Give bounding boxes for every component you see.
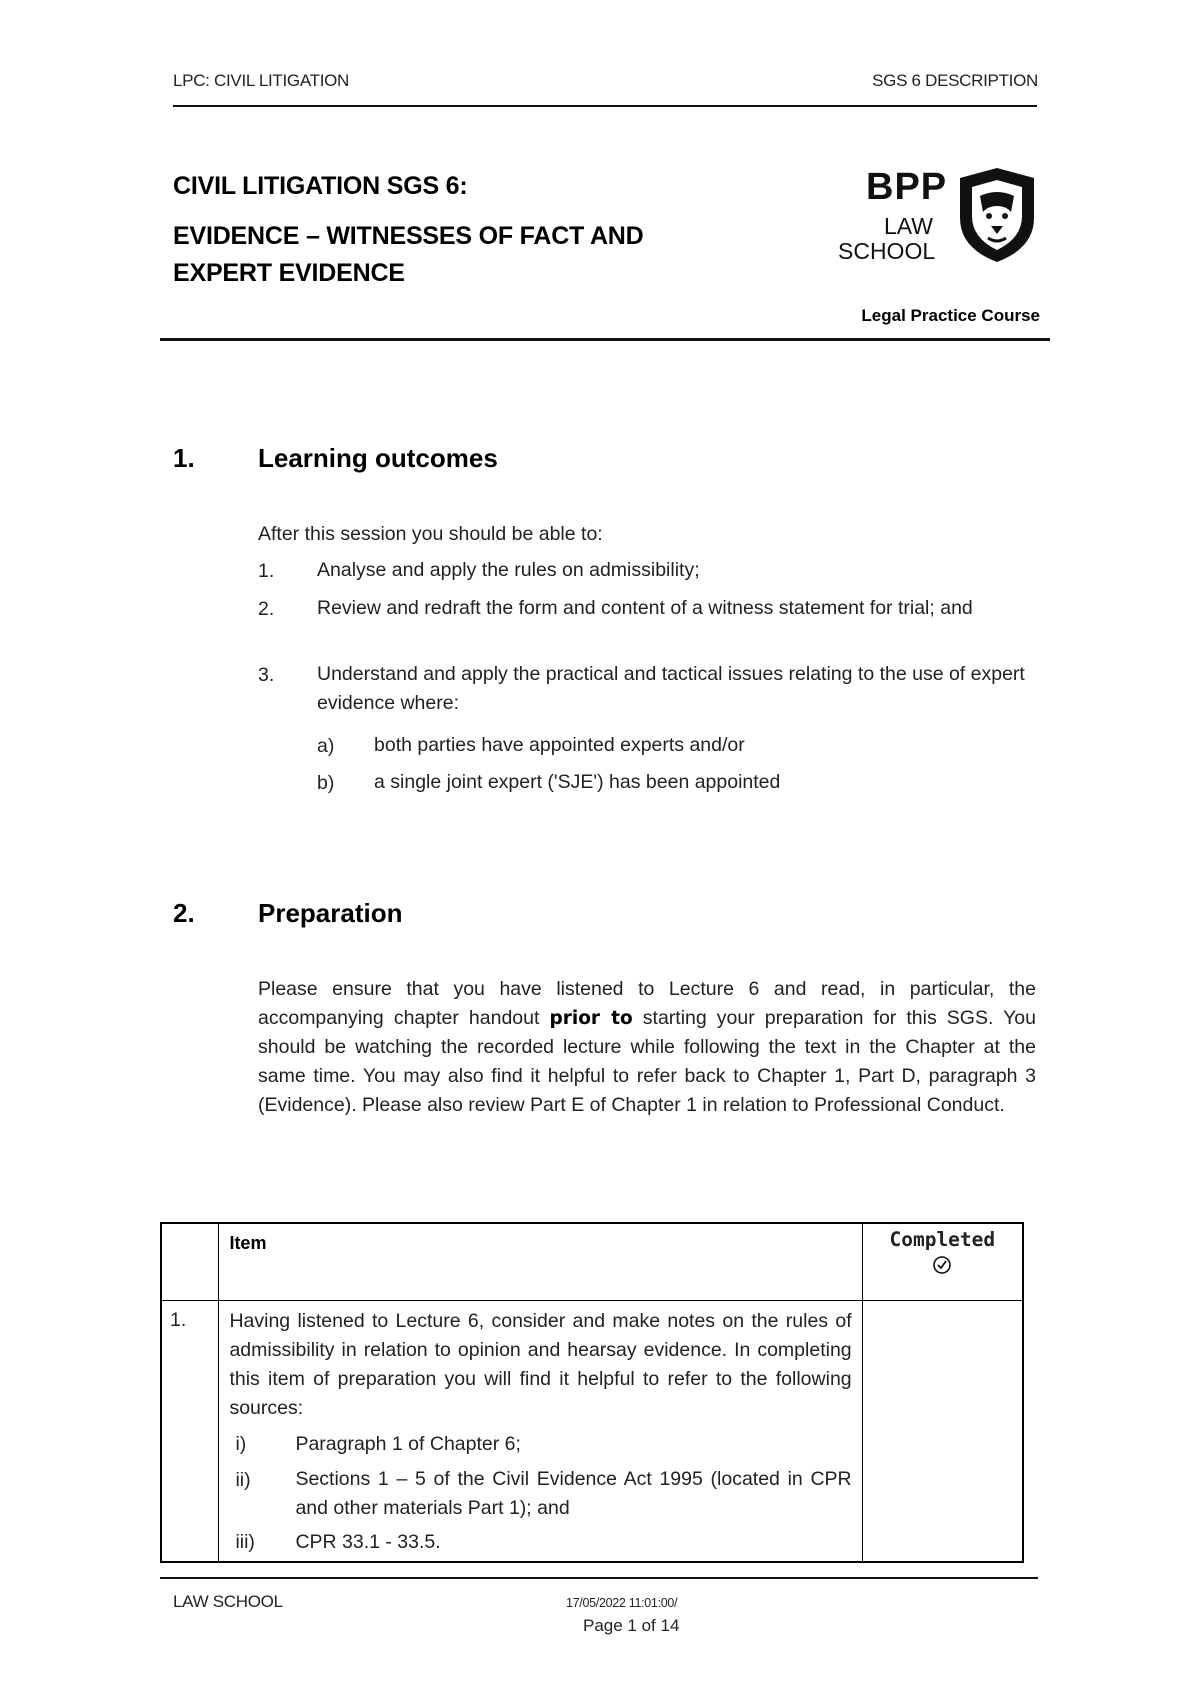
outcome-subitem-text: a single joint expert ('SJE') has been appointed xyxy=(374,771,781,793)
section-1-number: 1. xyxy=(173,443,195,473)
footer-rule xyxy=(160,1577,1038,1579)
page-number: Page 1 of 14 xyxy=(583,1616,680,1635)
source-list-item xyxy=(229,1465,851,1523)
header-number-cell xyxy=(161,1223,219,1301)
header-left: LPC: CIVIL LITIGATION xyxy=(173,71,350,90)
checkmark-circle-icon xyxy=(932,1255,952,1275)
title-line-1: CIVIL LITIGATION SGS 6: xyxy=(173,172,468,200)
source-text: Paragraph 1 of Chapter 6; xyxy=(295,1433,521,1455)
table-row xyxy=(161,1301,1023,1563)
footer-timestamp: 17/05/2022 11:01:00/ xyxy=(566,1596,678,1610)
logo-law: LAW xyxy=(884,213,933,239)
section-2-paragraph xyxy=(258,975,1036,1120)
source-number: iii) xyxy=(235,1531,255,1553)
header-item-cell xyxy=(219,1223,862,1301)
row-number: 1. xyxy=(170,1309,187,1331)
section-1-intro: After this session you should be able to: xyxy=(258,523,603,545)
source-list-item xyxy=(229,1429,851,1459)
source-list-item xyxy=(229,1527,851,1557)
column-completed-label: Completed xyxy=(889,1228,996,1251)
header-rule xyxy=(173,105,1037,107)
outcome-number: 3. xyxy=(258,664,275,686)
header-completed-cell xyxy=(862,1223,1023,1301)
course-label: Legal Practice Course xyxy=(861,306,1040,325)
row-item-cell xyxy=(219,1301,862,1563)
title-line-2: EVIDENCE – WITNESSES OF FACT AND xyxy=(173,222,644,250)
source-text: CPR 33.1 - 33.5. xyxy=(295,1531,441,1553)
paragraph-text: Please ensure that you have listened to Lecture 6 and read, in particular, the accompanying chapter handout xyxy=(258,978,1036,1029)
header-right: SGS 6 DESCRIPTION xyxy=(872,71,1038,90)
source-text: Sections 1 – 5 of the Civil Evidence Act 1995 (located in CPR and other materials Part 1); and xyxy=(295,1468,852,1519)
preparation-table xyxy=(160,1222,1024,1563)
row-item-text: Having listened to Lecture 6, consider and make notes on the rules of admissibility in relation to opinion and hearsay evidence. In completing this item of preparation you will find it helpful to refer to the following sources: xyxy=(229,1310,852,1419)
outcome-subitem-letter: b) xyxy=(317,772,335,794)
outcome-number: 2. xyxy=(258,598,275,620)
section-2-heading: Preparation xyxy=(258,898,403,928)
row-completed-cell[interactable] xyxy=(862,1301,1023,1563)
source-number: i) xyxy=(235,1433,247,1455)
footer-left: LAW SCHOOL xyxy=(173,1592,283,1611)
section-2-number: 2. xyxy=(173,898,195,928)
outcome-subitem-letter: a) xyxy=(317,735,335,757)
outcome-number: 1. xyxy=(258,560,275,582)
logo-brand: BPP xyxy=(866,166,948,208)
title-line-3: EXPERT EVIDENCE xyxy=(173,259,405,287)
section-1-heading: Learning outcomes xyxy=(258,443,498,473)
paragraph-emphasis: prior to xyxy=(549,1008,633,1029)
logo-school: SCHOOL xyxy=(838,238,936,264)
row-number-cell xyxy=(161,1301,219,1563)
outcome-text: Understand and apply the practical and tactical issues relating to the use of expert evidence where: xyxy=(317,663,1025,714)
source-number: ii) xyxy=(235,1469,251,1491)
table-header-row xyxy=(161,1223,1023,1301)
outcome-subitem-text: both parties have appointed experts and/or xyxy=(374,734,745,756)
paragraph-text: starting your preparation for this SGS. You should be watching the recorded lecture while following the text in the Chapter at the same time. You may also find it helpful to refer back to Chapter 1, Part D, paragraph 3 (Evidence). Please also review Part E of Chapter 1 in relation to Professional Conduct. xyxy=(258,1007,1037,1116)
column-item-label: Item xyxy=(229,1233,267,1253)
bpp-law-school-logo xyxy=(838,166,1038,266)
outcome-text: Review and redraft the form and content of a witness statement for trial; and xyxy=(317,597,973,619)
outcome-text: Analyse and apply the rules on admissibility; xyxy=(317,559,700,581)
lion-shield-icon xyxy=(956,166,1038,264)
title-rule xyxy=(160,338,1050,341)
